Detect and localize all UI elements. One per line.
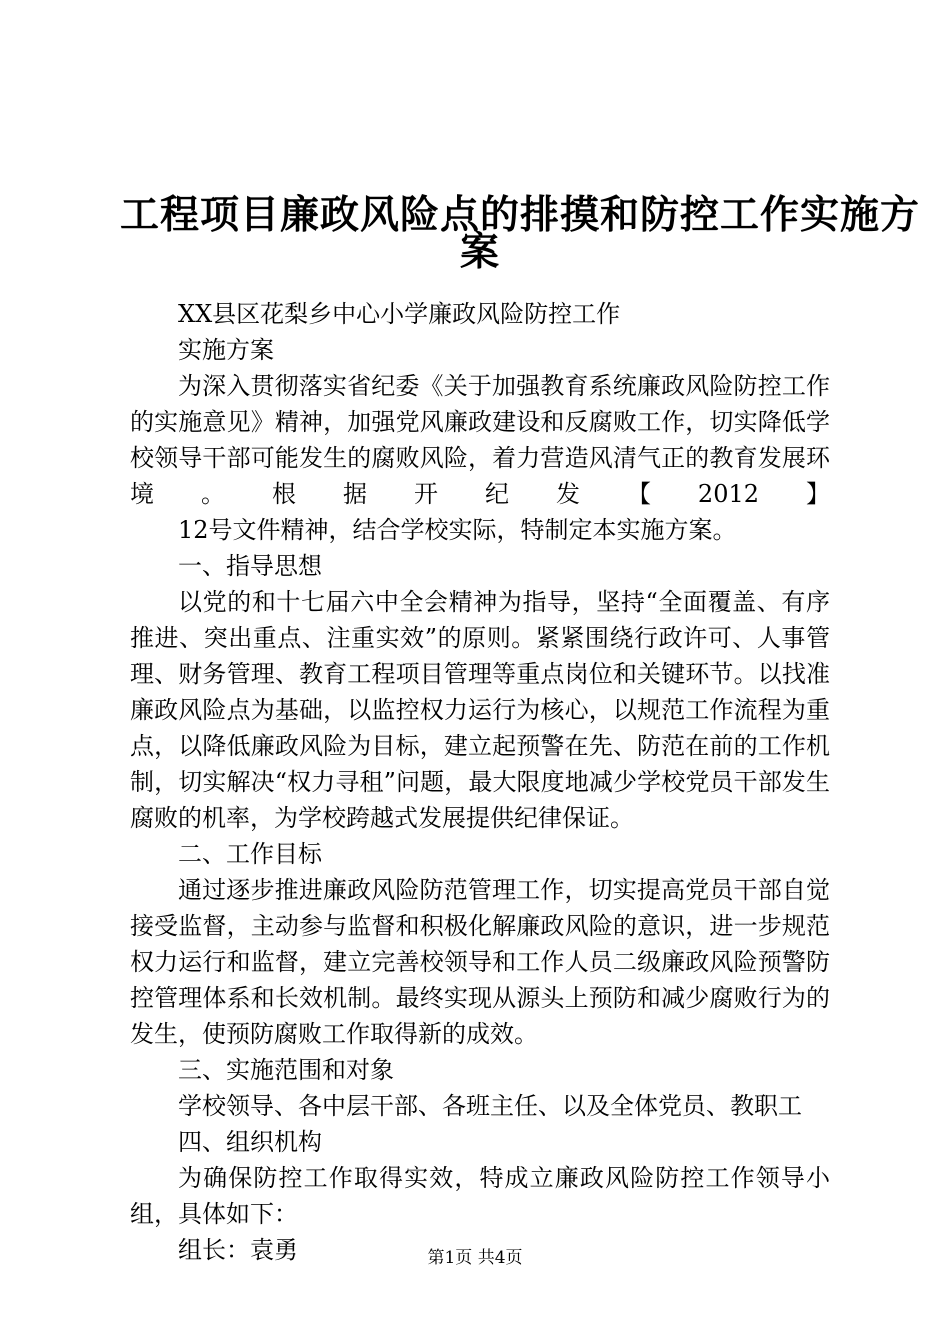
document-body: [130, 296, 830, 1268]
paragraph-organization: 为确保防控工作取得实效，特成立廉政风险防控工作领导小组，具体如下：: [130, 1164, 830, 1228]
paragraph-school-heading: XX县区花梨乡中心小学廉政风险防控工作: [178, 300, 621, 328]
section-heading-organization: 四、组织机构: [178, 1128, 322, 1156]
paragraph-work-goals: 通过逐步推进廉政风险防范管理工作，切实提高党员干部自觉接受监督，主动参与监督和积极化解廉政风险的意识，进一步规范权力运行和监督，建立完善校领导和工作人员二级廉政风险预警防控管理体系和长效机制。最终实现从源头上预防和减少腐败行为的发生，使预防腐败工作取得新的成效。: [130, 876, 830, 1048]
paragraph-team-leader: 组长：袁勇: [178, 1236, 298, 1264]
section-heading-work-goals: 二、工作目标: [178, 840, 322, 868]
paragraph-intro-continued: 12号文件精神，结合学校实际，特制定本实施方案。: [178, 516, 737, 544]
paragraph-plan-heading: 实施方案: [178, 336, 274, 364]
document-title-line-2: 案: [459, 229, 500, 275]
section-heading-guiding-thought: 一、指导思想: [178, 552, 322, 580]
section-heading-scope: 三、实施范围和对象: [178, 1056, 394, 1084]
paragraph-scope: 学校领导、各中层干部、各班主任、以及全体党员、教职工: [178, 1092, 802, 1120]
page-footer: 第1页 共4页: [427, 1248, 523, 1268]
paragraph-intro: 为深入贯彻落实省纪委《关于加强教育系统廉政风险防控工作的实施意见》精神，加强党风廉政建设和反腐败工作，切实降低学校领导干部可能发生的腐败风险，着力营造风清气正的教育发展环境。根据开纪发【2012】: [130, 372, 830, 508]
paragraph-guiding-thought: 以党的和十七届六中全会精神为指导，坚持“全面覆盖、有序推进、突出重点、注重实效”的原则。紧紧围绕行政许可、人事管理、财务管理、教育工程项目管理等重点岗位和关键环节。以找准廉政风险点为基础，以监控权力运行为核心，以规范工作流程为重点，以降低廉政风险为目标，建立起预警在先、防范在前的工作机制，切实解决“权力寻租”问题，最大限度地减少学校党员干部发生腐败的机率，为学校跨越式发展提供纪律保证。: [130, 588, 830, 832]
document-title-line-1: 工程项目廉政风险点的排摸和防控工作实施方: [120, 192, 921, 238]
